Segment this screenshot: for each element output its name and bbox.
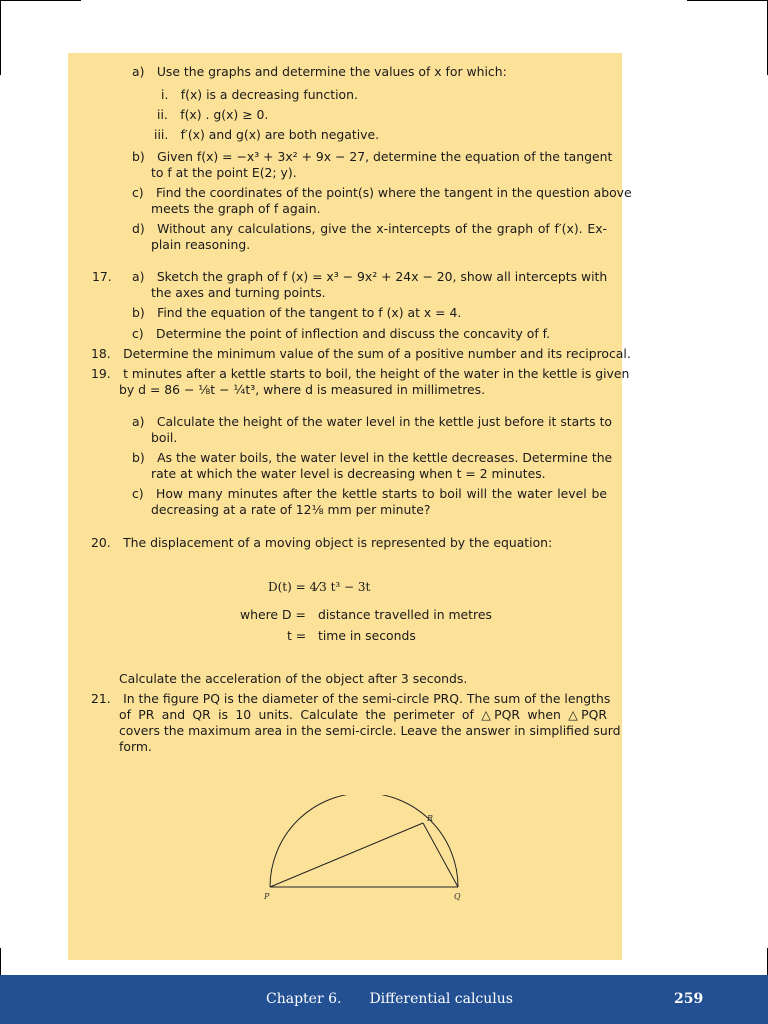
- label-r: R: [427, 814, 434, 823]
- q19b-text: b) As the water boils, the water level in the kettle decreases. Determine the: [132, 450, 613, 465]
- q19c-text-cont: decreasing at a rate of 12⅛ mm per minute?: [151, 502, 431, 517]
- q17a-text-cont: the axes and turning points.: [151, 285, 326, 300]
- q20-acceleration-text: Calculate the acceleration of the object after 3 seconds.: [119, 671, 468, 686]
- q21-text-cont2: covers the maximum area in the semi-circle. Leave the answer in simplified surd: [119, 723, 621, 738]
- q21-text-cont3: form.: [119, 739, 152, 754]
- q16c-text-cont: meets the graph of f again.: [151, 201, 321, 216]
- q19b-text-cont: rate at which the water level is decreasing when t = 2 minutes.: [151, 466, 546, 481]
- q20-text: 20. The displacement of a moving object is represented by the equation:: [91, 535, 553, 550]
- q19-text-cont: by d = 86 − ⅛t − ¼t³, where d is measured in millimetres.: [119, 382, 486, 397]
- q20-where-d: where D =: [240, 607, 306, 622]
- crop-mark-bottom-left-v: [0, 948, 1, 975]
- chapter-title: Chapter 6. Differential calculus: [266, 991, 513, 1007]
- q19-text: 19. t minutes after a kettle starts to boil, the height of the water in the kettle is given: [91, 366, 630, 381]
- q19a-text-cont: boil.: [151, 430, 178, 445]
- q21-text-cont1: of PR and QR is 10 units. Calculate the perimeter of △PQR when △PQR: [119, 707, 607, 722]
- q19a-text: a) Calculate the height of the water level in the kettle just before it starts to: [132, 414, 613, 429]
- page-footer: [0, 975, 768, 1024]
- q20-equation: D(t) = 4⁄3 t³ − 3t: [268, 580, 371, 594]
- page-number: 259: [674, 991, 704, 1007]
- crop-mark-top-left-v: [0, 0, 1, 75]
- q16a-text: a) Use the graphs and determine the values of x for which:: [132, 64, 507, 79]
- q20-t-definition: time in seconds: [318, 628, 416, 643]
- q16c-text: c) Find the coordinates of the point(s) where the tangent in the question above: [132, 185, 632, 200]
- q16d-text-cont: plain reasoning.: [151, 237, 251, 252]
- q18-text: 18. Determine the minimum value of the sum of a positive number and its reciprocal.: [91, 346, 631, 361]
- semicircle-arc: [270, 795, 458, 887]
- q16b-text: b) Given f(x) = −x³ + 3x² + 9x − 27, determine the equation of the tangent: [132, 149, 613, 164]
- q16a-i-text: i. f(x) is a decreasing function.: [161, 87, 358, 102]
- label-q: Q: [454, 892, 461, 901]
- q20-d-definition: distance travelled in metres: [318, 607, 492, 622]
- q17c-text: c) Determine the point of inflection and discuss the concavity of f.: [132, 326, 551, 341]
- q16a-iii-text: iii. f′(x) and g(x) are both negative.: [154, 127, 380, 142]
- crop-mark-top-left-h: [0, 0, 81, 1]
- semicircle-figure: [255, 795, 475, 905]
- crop-mark-top-right-h: [687, 0, 768, 1]
- q19c-text: c) How many minutes after the kettle starts to boil will the water level be: [132, 486, 607, 501]
- q17a-text: a) Sketch the graph of f (x) = x³ − 9x² + 24x − 20, show all intercepts with: [132, 269, 608, 284]
- q17-number: 17.: [92, 269, 112, 284]
- q16b-text-cont: to f at the point E(2; y).: [151, 165, 297, 180]
- q16d-text: d) Without any calculations, give the x-intercepts of the graph of f′(x). Ex-: [132, 221, 607, 236]
- chord-pr: [270, 823, 423, 887]
- label-p: P: [264, 892, 270, 901]
- q20-t-label: t =: [287, 628, 307, 643]
- q21-text: 21. In the figure PQ is the diameter of the semi-circle PRQ. The sum of the lengths: [91, 691, 611, 706]
- q16a-ii-text: ii. f(x) . g(x) ≥ 0.: [157, 107, 269, 122]
- q17b-text: b) Find the equation of the tangent to f (x) at x = 4.: [132, 305, 462, 320]
